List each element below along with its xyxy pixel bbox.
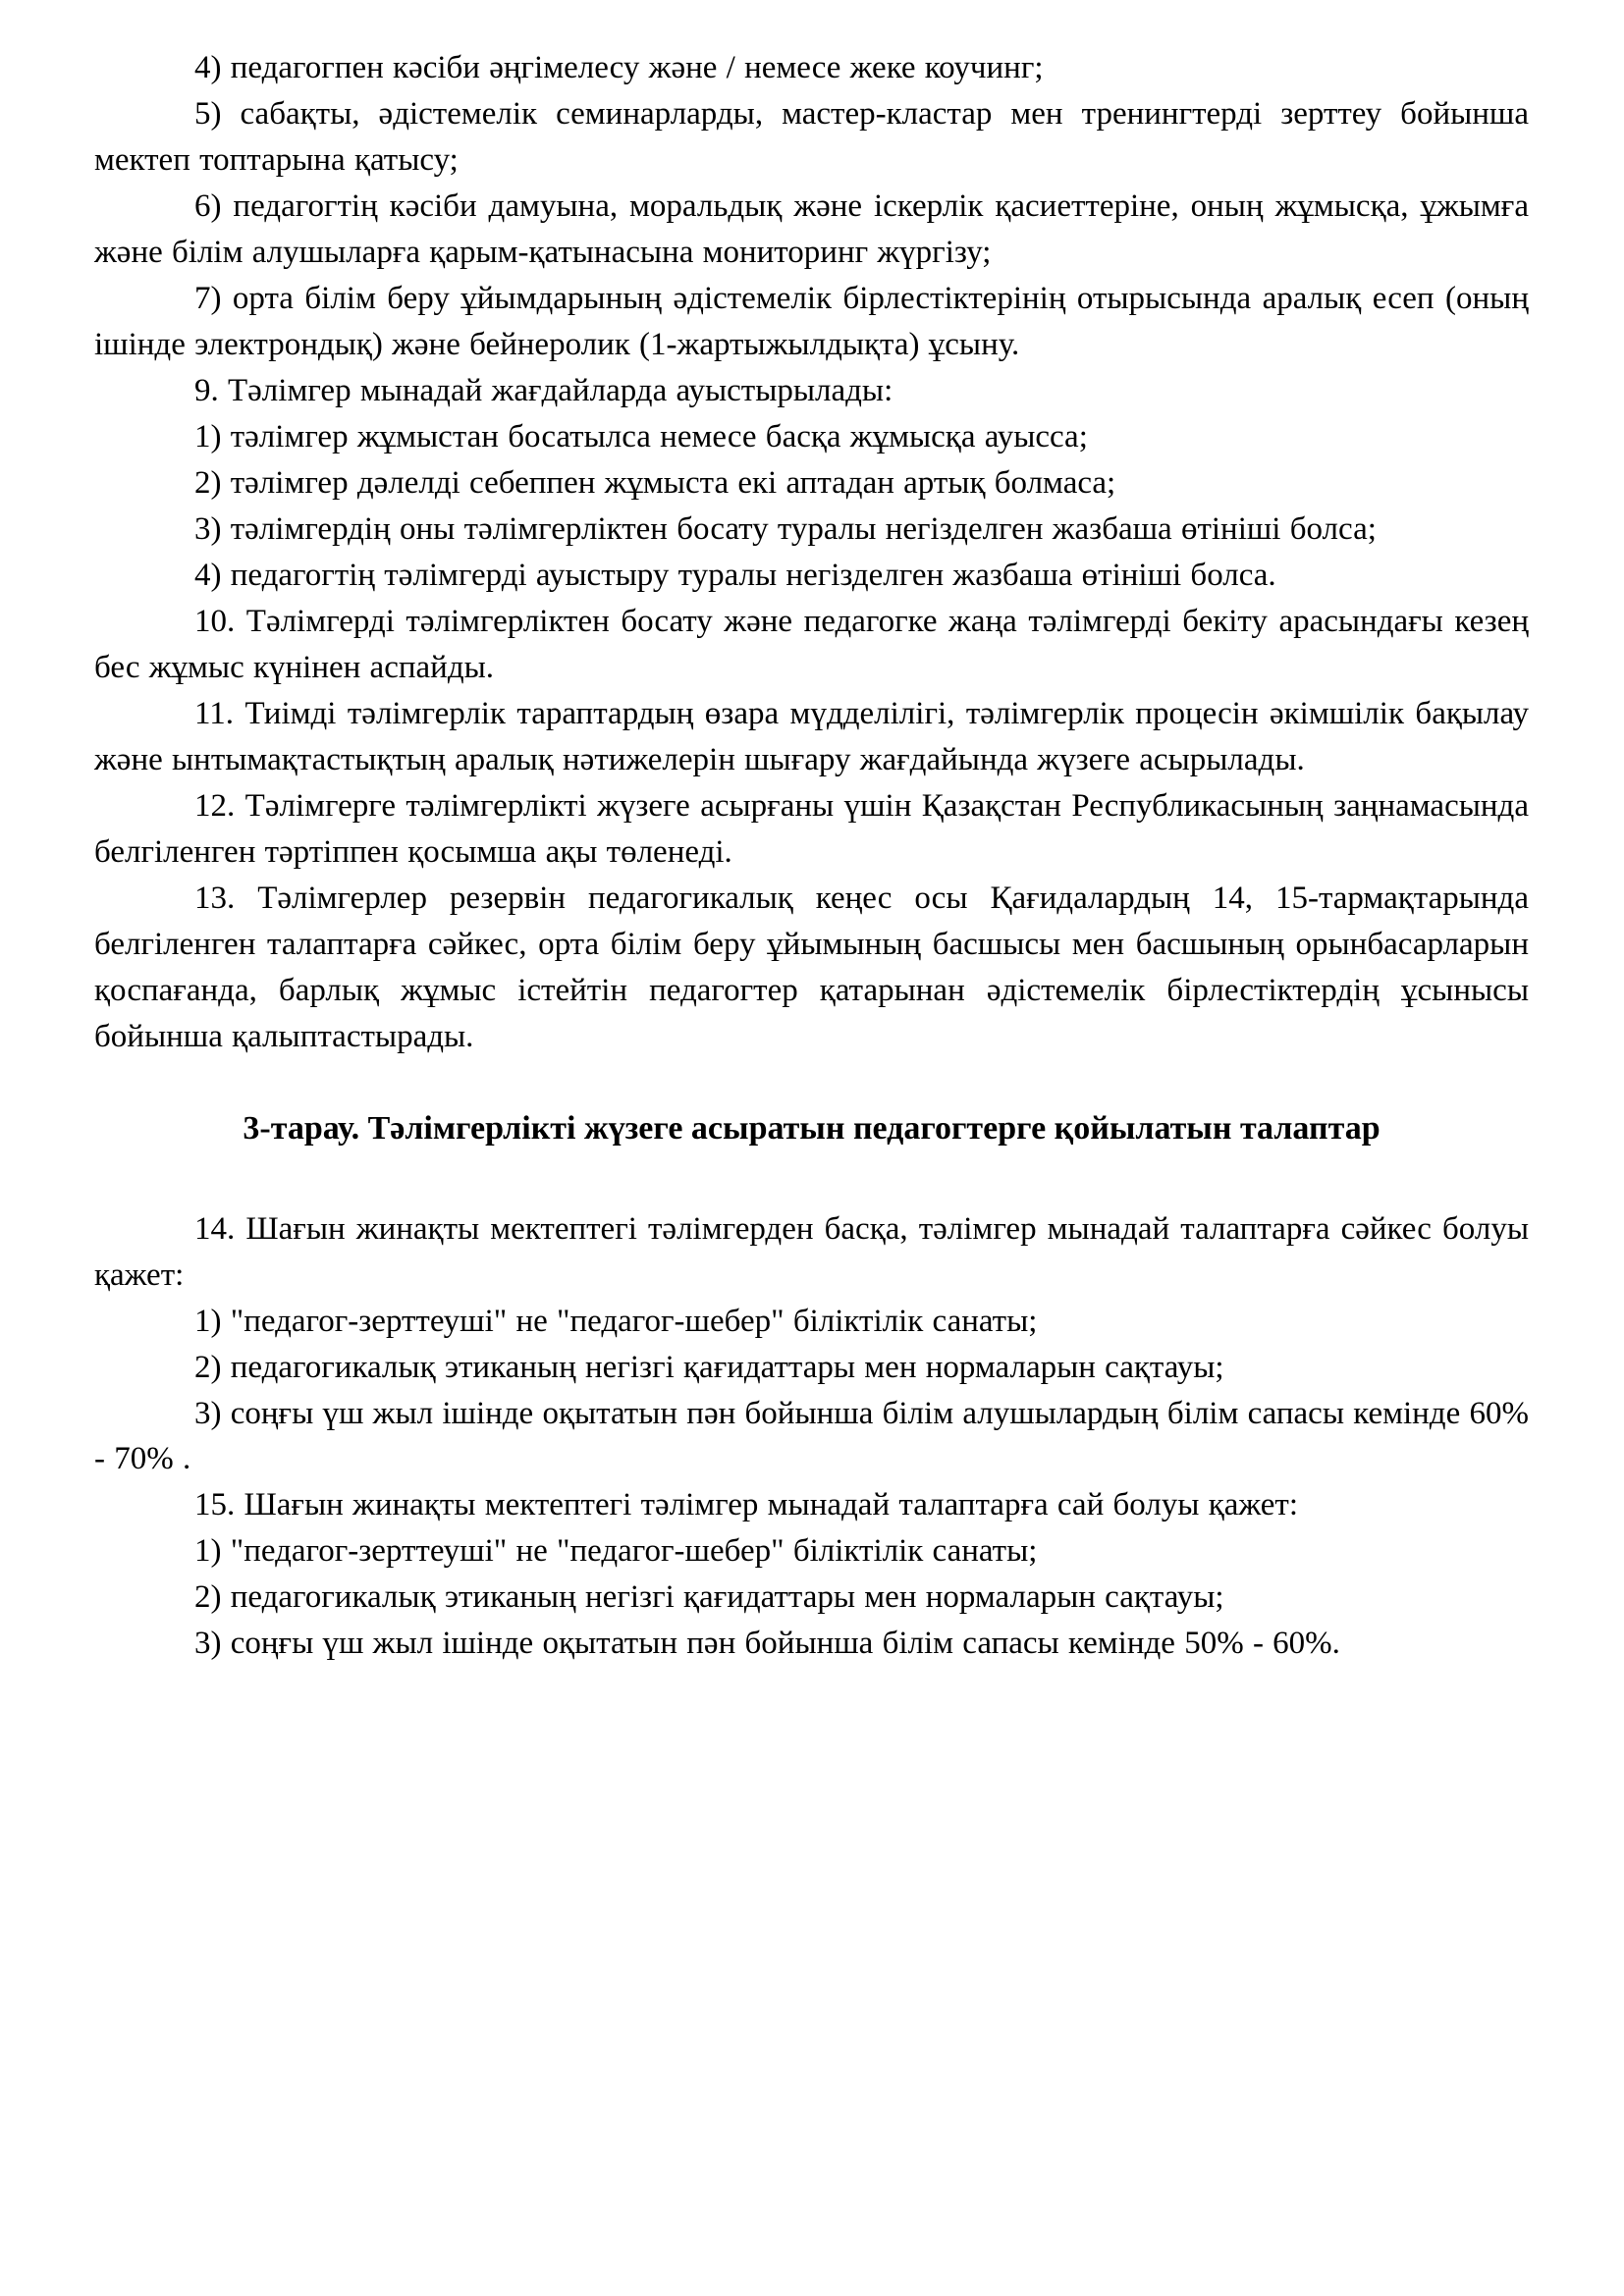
clause-9-item-4: 4) педагогтің тәлімгерді ауыстыру туралы негізделген жазбаша өтініші болса. xyxy=(194,557,1276,593)
list-item-7-report: 7) орта білім беру ұйымдарының әдістемелік бірлестіктерінің отырысында аралық есеп (оның ішінде электрондық) және бейнеролик (1-жартыжылдықта) ұсыну. xyxy=(94,280,1529,362)
clause-9-item-1: 1) тәлімгер жұмыстан босатылса немесе басқа жұмысқа ауысса; xyxy=(194,418,1088,454)
clause-13-reserve: 13. Тәлімгерлер резервін педагогикалық кеңес осы Қағидалардың 14, 15-тармақтарында белгіленген талаптарға сәйкес, орта білім беру ұйымының басшысы мен басшының орынбасарларын қоспағанда, барлық жұмыс істейтін педагогтер қатарынан әдістемелік бірлестіктердің ұсынысы бойынша қалыптастырады. xyxy=(94,880,1529,1054)
clause-9-item-3: 3) тәлімгердің оны тәлімгерліктен босату туралы негізделген жазбаша өтініші болса; xyxy=(194,510,1377,547)
clause-15-requirements: 15. Шағын жинақты мектептегі тәлімгер мынадай талаптарға сай болуы қажет: xyxy=(194,1487,1299,1523)
clause-9-item-2: 2) тәлімгер дәлелді себеппен жұмыста екі аптадан артық болмаса; xyxy=(194,464,1116,501)
clause-10-period: 10. Тәлімгерді тәлімгерліктен босату және педагогке жаңа тәлімгерді бекіту арасындағы кезең бес жұмыс күнінен аспайды. xyxy=(94,603,1529,685)
clause-9-replacement: 9. Тәлімгер мынадай жағдайларда ауыстырылады: xyxy=(194,372,893,408)
clause-12-payment: 12. Тәлімгерге тәлімгерлікті жүзеге асырғаны үшін Қазақстан Республикасының заңнамасында белгіленген тәртіппен қосымша ақы төленеді. xyxy=(94,787,1529,870)
clause-14-item-3: 3) соңғы үш жыл ішінде оқытатын пән бойынша білім алушылардың білім сапасы кемінде 60% - 70% . xyxy=(94,1395,1529,1477)
clause-15-item-2: 2) педагогикалық этиканың негізгі қағидаттары мен нормаларын сақтауы; xyxy=(194,1579,1224,1616)
clause-14-item-1: 1) "педагог-зерттеуші" не "педагог-шебер" біліктілік санаты; xyxy=(194,1303,1038,1339)
chapter-3-heading: 3-тарау. Тәлімгерлікті жүзеге асыратын педагогтерге қойылатын талаптар xyxy=(243,1109,1380,1147)
clause-15-item-1: 1) "педагог-зерттеуші" не "педагог-шебер" біліктілік санаты; xyxy=(194,1533,1038,1570)
clause-15-item-3: 3) соңғы үш жыл ішінде оқытатын пән бойынша білім сапасы кемінде 50% - 60%. xyxy=(194,1626,1340,1662)
clause-14-requirements: 14. Шағын жинақты мектептегі тәлімгерден басқа, тәлімгер мынадай талаптарға сәйкес болуы қажет: xyxy=(94,1210,1529,1293)
list-item-4-coaching: 4) педагогпен кәсіби әңгімелесу және / немесе жеке коучинг; xyxy=(194,50,1044,85)
list-item-5-seminars: 5) сабақты, әдістемелік семинарларды, мастер-кластар мен тренингтерді зерттеу бойынша мектеп топтарына қатысу; xyxy=(94,95,1529,178)
list-item-6-monitoring: 6) педагогтің кәсіби дамуына, моральдық және іскерлік қасиеттеріне, оның жұмысқа, ұжымға және білім алушыларға қарым-қатынасына мониторинг жүргізу; xyxy=(94,187,1529,270)
clause-14-item-2: 2) педагогикалық этиканың негізгі қағидаттары мен нормаларын сақтауы; xyxy=(194,1349,1224,1385)
clause-11-effectiveness: 11. Тиімді тәлімгерлік тараптардың өзара мүдделілігі, тәлімгерлік процесін әкімшілік бақылау және ынтымақтастықтың аралық нәтижелерін шығару жағдайында жүзеге асырылады. xyxy=(94,695,1529,777)
